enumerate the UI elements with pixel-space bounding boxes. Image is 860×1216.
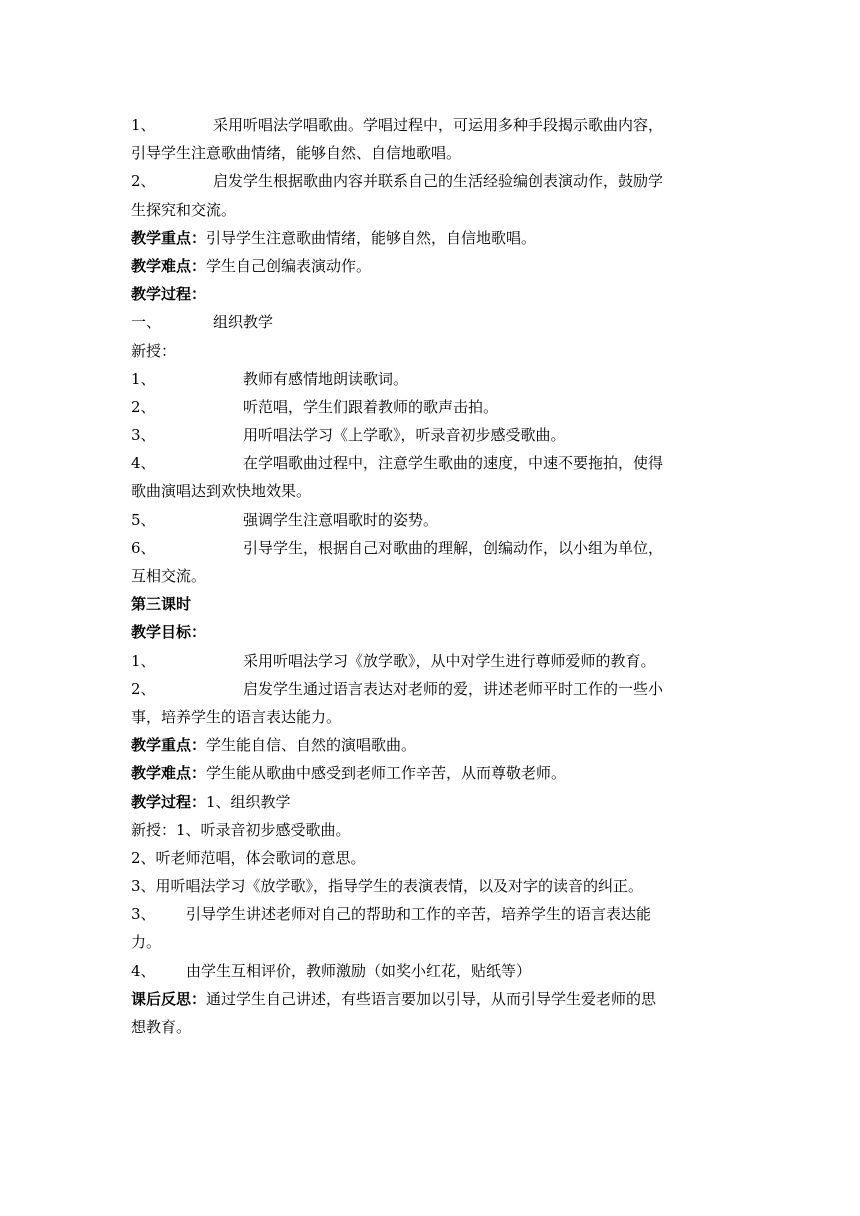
paragraph-text: 由学生互相评价，教师激励（如奖小红花，贴纸等） [186,961,532,980]
paragraph-line [131,759,731,787]
paragraph-text: 强调学生注意唱歌时的姿势。 [243,510,439,529]
paragraph-line [131,590,731,618]
paragraph-text: 用听唱法学习《上学歌》，听录音初步感受歌曲。 [243,426,566,445]
section-label: 教学重点： [131,228,207,247]
paragraph-text: 新授： [131,341,177,360]
list-number: 3、 [131,905,156,924]
paragraph-text: 互相交流。 [131,567,207,585]
list-number: 4、 [131,961,156,980]
paragraph-text: 引导学生，根据自己对歌曲的理解，创编动作，以小组为单位， [243,538,664,557]
paragraph-text: 组织教学 [213,313,274,332]
paragraph-line [131,167,731,195]
paragraph-text: 通过学生自己讲述，有些语言要加以引导，从而引导学生爱老师的思 [206,989,657,1008]
paragraph-line [131,534,731,562]
paragraph-line [131,1013,731,1041]
paragraph-text: 采用听唱法学习《放学歌》，从中对学生进行尊师爱师的教育。 [243,651,656,670]
section-label: 教学难点： [131,764,207,783]
paragraph-text: 生探究和交流。 [131,200,237,219]
list-number: 5、 [131,510,156,529]
paragraph-line [131,928,731,956]
paragraph-text: 想教育。 [131,1018,192,1036]
paragraph-line [131,618,731,646]
paragraph-line [131,449,731,477]
paragraph-text: 学生自己创编表演动作。 [206,256,372,275]
list-number: 6、 [131,538,156,557]
paragraph-line [131,196,731,224]
paragraph-line [131,477,731,505]
list-number: 一、 [131,313,162,332]
list-number: 2、 [131,679,156,698]
paragraph-text: 学生能自信、自然的演唱歌曲。 [206,736,417,755]
document-page [131,111,731,1041]
list-number: 4、 [131,454,156,473]
list-number: 2、 [131,397,156,416]
section-label: 教学重点： [131,736,207,755]
list-number: 1、 [131,116,156,134]
paragraph-text: 歌曲演唱达到欢快地效果。 [131,482,312,501]
paragraph-line [131,872,731,900]
paragraph-text: 力。 [131,933,162,952]
paragraph-line [131,421,731,449]
paragraph-text: 在学唱歌曲过程中，注意学生歌曲的速度，中速不要拖拍，使得 [243,454,664,473]
paragraph-text: 采用听唱法学唱歌曲。学唱过程中，可运用多种手段揭示歌曲内容， [213,116,664,134]
paragraph-line [131,224,731,252]
paragraph-line [131,731,731,759]
paragraph-line [131,957,731,985]
lesson-heading: 第三课时 [131,595,192,614]
list-number: 3、 [131,426,156,445]
paragraph-text: 事，培养学生的语言表达能力。 [131,707,342,726]
paragraph-line [131,308,731,336]
paragraph-text: 启发学生通过语言表达对老师的爱，讲述老师平时工作的一些小 [243,679,664,698]
paragraph-text: 学生能从歌曲中感受到老师工作辛苦，从而尊敬老师。 [206,764,567,783]
paragraph-text: 教师有感情地朗读歌词。 [243,369,409,388]
section-label: 教学难点： [131,256,207,275]
paragraph-text: 听范唱，学生们跟着教师的歌声击拍。 [243,397,499,416]
paragraph-text: 2、听老师范唱，体会歌词的意思。 [131,848,366,867]
section-label: 教学过程： [131,285,207,304]
section-label: 教学过程： [131,792,207,811]
paragraph-line [131,647,731,675]
paragraph-line [131,365,731,393]
list-number: 1、 [131,369,156,388]
paragraph-text: 引导学生注意歌曲情绪，能够自然，自信地歌唱。 [206,228,537,247]
paragraph-line [131,280,731,308]
paragraph-line [131,562,731,590]
list-number: 2、 [131,172,156,191]
paragraph-text: 新授：1、听录音初步感受歌曲。 [131,820,351,839]
paragraph-line [131,506,731,534]
section-label: 课后反思： [131,989,207,1008]
section-label: 教学目标： [131,623,207,642]
paragraph-line [131,816,731,844]
paragraph-line [131,703,731,731]
paragraph-line [131,393,731,421]
paragraph-text: 启发学生根据歌曲内容并联系自己的生活经验编创表演动作，鼓励学 [213,172,664,191]
paragraph-text: 3、用听唱法学习《放学歌》，指导学生的表演表情，以及对字的读音的纠正。 [131,877,644,896]
paragraph-line [131,252,731,280]
paragraph-line [131,788,731,816]
paragraph-line [131,675,731,703]
paragraph-line [131,985,731,1013]
paragraph-text: 引导学生讲述老师对自己的帮助和工作的辛苦，培养学生的语言表达能 [186,905,652,924]
paragraph-line [131,111,731,139]
paragraph-line [131,844,731,872]
list-number: 1、 [131,651,156,670]
paragraph-line [131,337,731,365]
paragraph-text: 1、组织教学 [206,792,291,811]
paragraph-line [131,900,731,928]
paragraph-line [131,139,731,167]
paragraph-text: 引导学生注意歌曲情绪，能够自然、自信地歌唱。 [131,144,462,163]
